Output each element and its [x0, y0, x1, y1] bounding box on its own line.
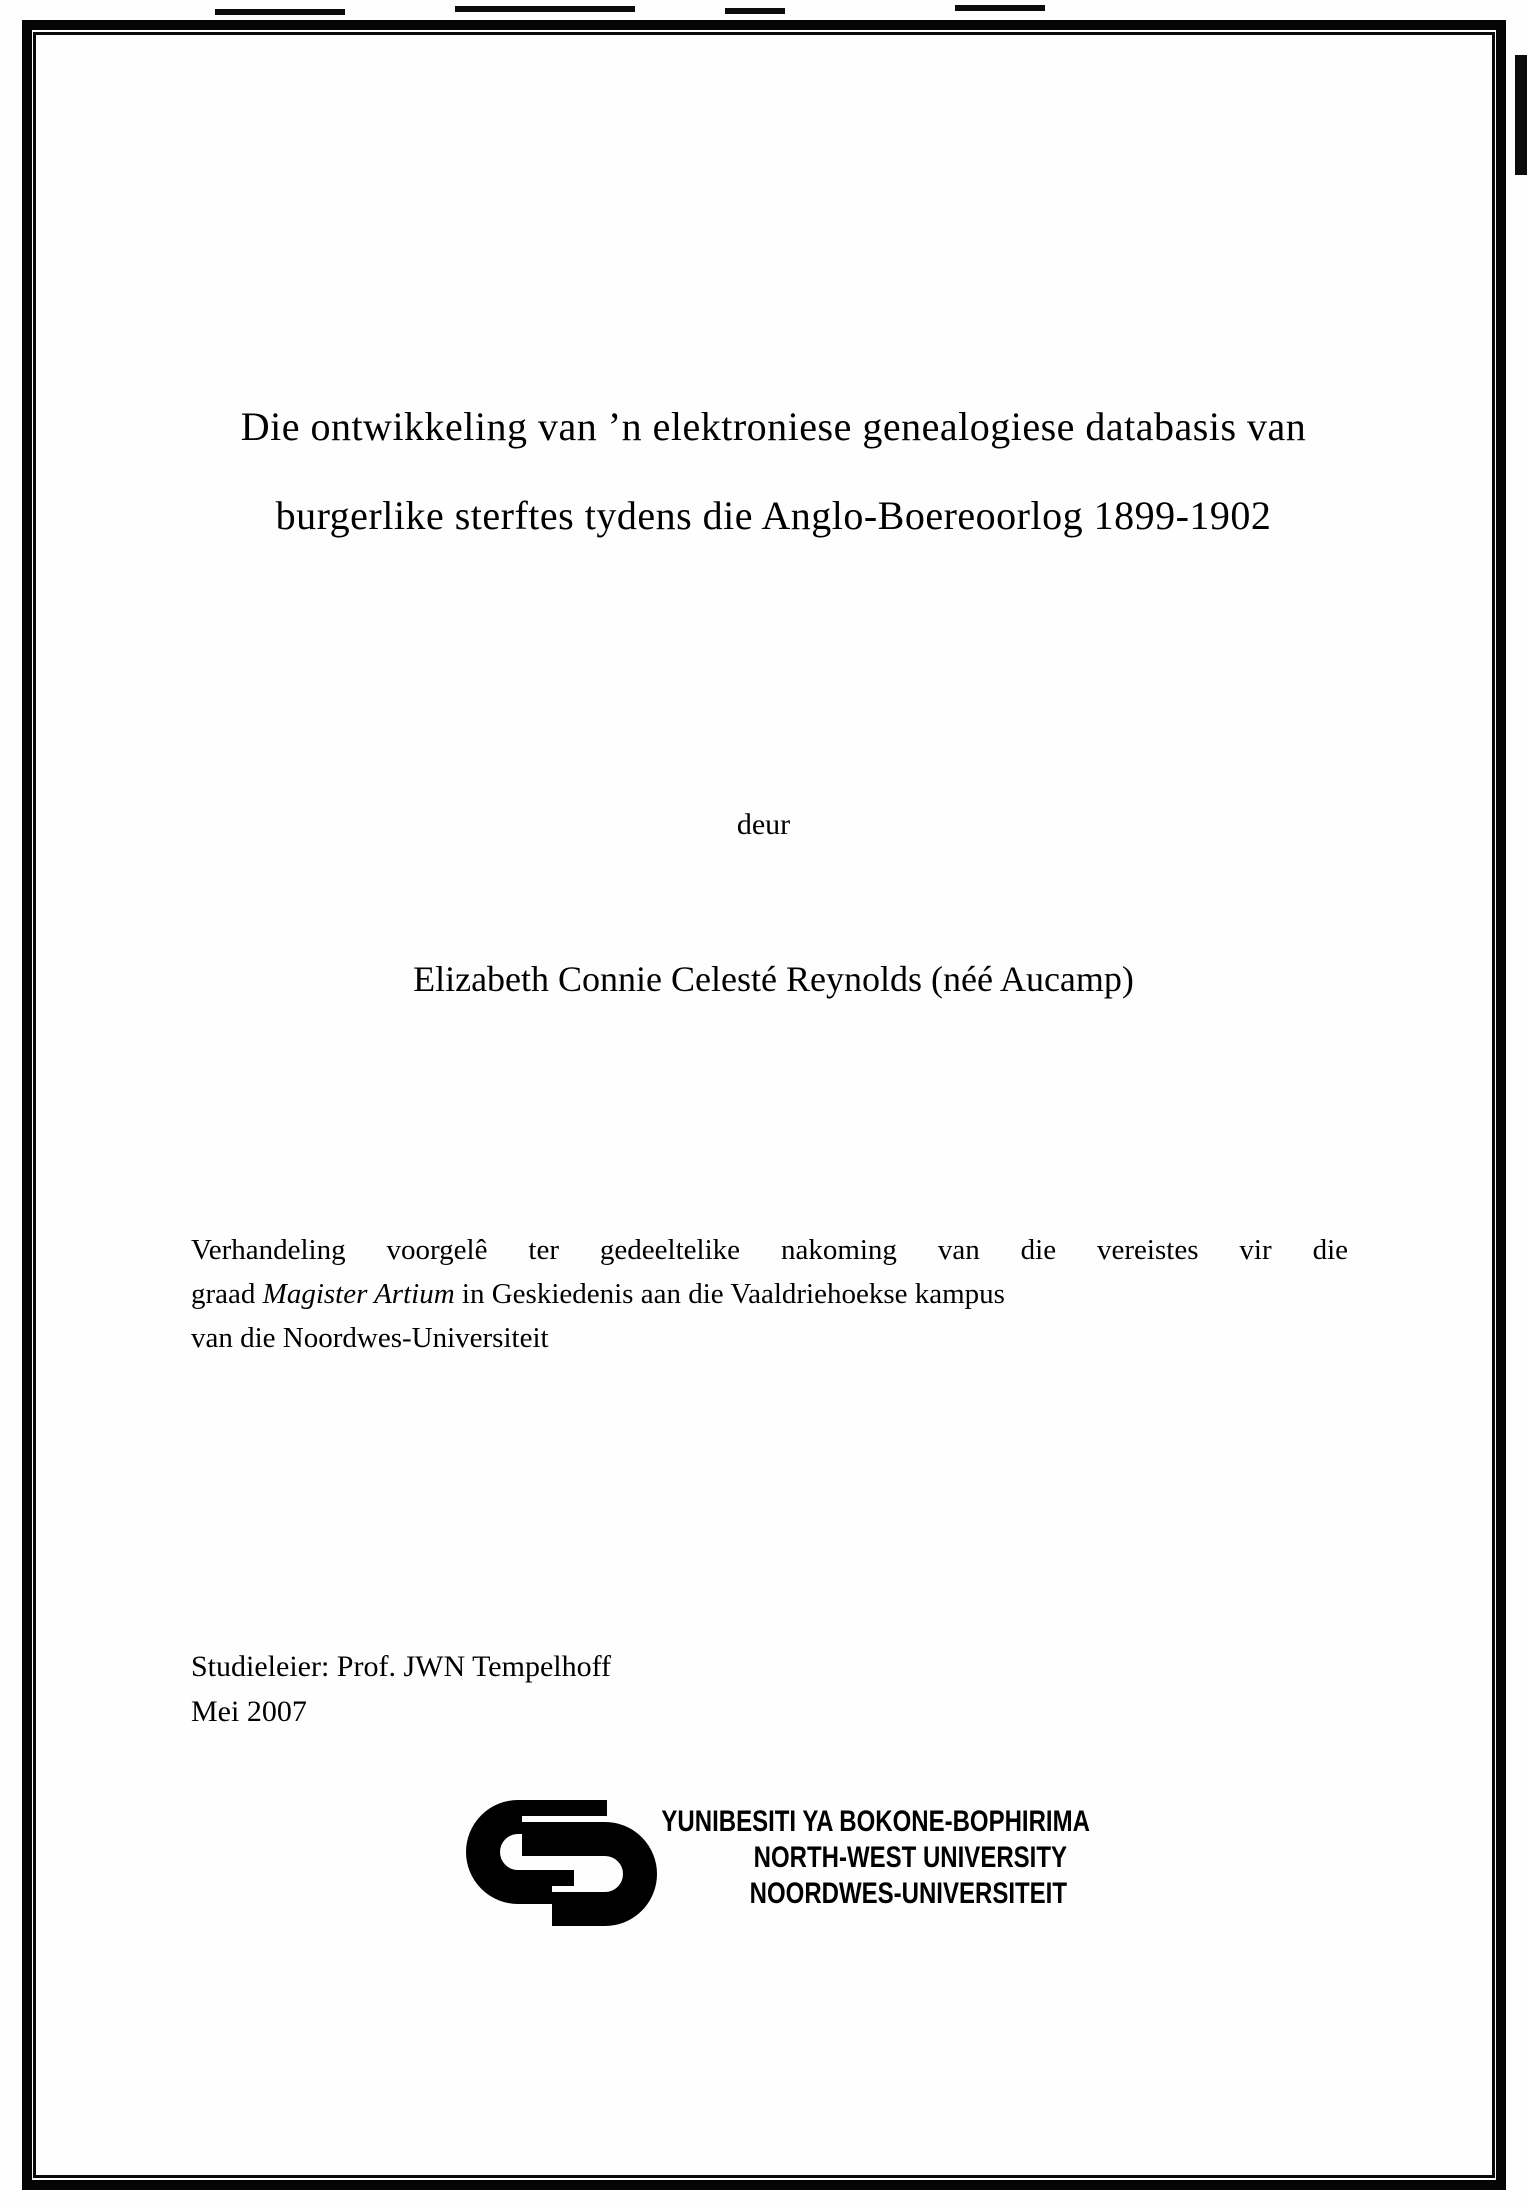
thesis-title-line1: Die ontwikkeling van ’n elektroniese genealogiese databasis van	[240, 404, 1307, 449]
statement-line2-prefix: graad	[191, 1278, 263, 1310]
statement-line1: Verhandeling voorgelê ter gedeeltelike nakoming van die vereistes vir die	[191, 1234, 1348, 1266]
author-name: Elizabeth Connie Celesté Reynolds (néé Aucamp)	[413, 959, 1134, 999]
scan-edge-mark	[215, 9, 345, 15]
university-name-block	[661, 1804, 1090, 1912]
university-name-english: NORTH-WEST UNIVERSITY	[753, 1841, 1067, 1874]
statement-line2-suffix: in Geskiedenis aan die Vaaldriehoekse kampus	[454, 1278, 1005, 1310]
scan-edge-mark	[1515, 55, 1527, 175]
thesis-title-line2: burgerlike sterftes tydens die Anglo-Boereoorlog 1899-1902	[275, 493, 1272, 538]
statement-line2	[191, 1272, 1348, 1316]
supervisor-line: Studieleier: Prof. JWN Tempelhoff	[191, 1650, 612, 1683]
scan-edge-mark	[455, 6, 635, 12]
nwu-logo-icon	[460, 1800, 664, 1928]
scan-edge-mark	[955, 5, 1045, 11]
university-name-setswana: YUNIBESITI YA BOKONE-BOPHIRIMA	[661, 1805, 1090, 1838]
scan-edge-mark	[725, 8, 785, 14]
supervisor-block	[191, 1644, 611, 1734]
statement-line3: van die Noordwes-Universiteit	[191, 1322, 549, 1354]
thesis-title	[60, 382, 1487, 560]
byline-label: deur	[736, 808, 791, 841]
university-name-afrikaans: NOORDWES-UNIVERSITEIT	[749, 1877, 1067, 1910]
date-line: Mei 2007	[191, 1695, 307, 1728]
degree-name: Magister Artium	[262, 1278, 455, 1310]
submission-statement	[191, 1228, 1348, 1360]
